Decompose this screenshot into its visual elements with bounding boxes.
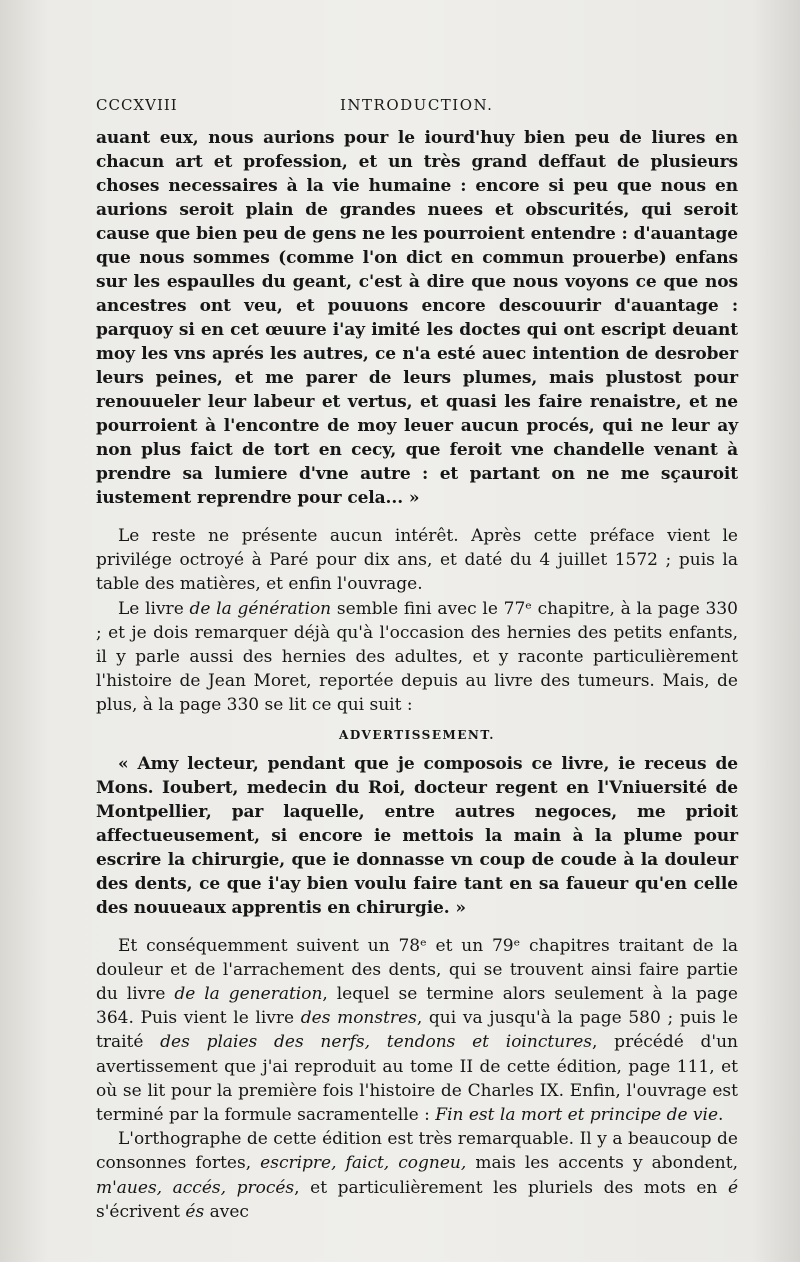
running-title: INTRODUCTION. [340, 96, 494, 114]
text-run: , et particulièrement les pluriels des mots en [294, 1177, 728, 1198]
page-body [96, 126, 738, 1224]
italic-words: m'aues, accés, procés [96, 1177, 295, 1198]
text-run: semble fini avec le 77ᵉ chapitre, à la page 330 ; et je dois remarquer déjà qu'à l'occasion des hernies des petits enfants, il y parle aussi des hernies des adultes, et y raconte particulièrement l'histoire de Jean Moret, reportée depuis au livre des tumeurs. Mais, de plus, à la page 330 se lit ce qui suit : [96, 598, 738, 716]
italic-words: escripre, faict, cogneu, [260, 1153, 467, 1174]
text-run: , qui va jusqu'à la page 580 ; puis le traité [96, 1008, 739, 1053]
text-run: , lequel se termine alors seulement à la page 364. Puis vient le livre [96, 984, 738, 1029]
italic-title: des monstres [300, 1008, 417, 1029]
quoted-preface-paragraph: auant eux, nous aurions pour le iourd'huy bien peu de liures en chacun art et profession, et un très grand deffaut de plusieurs choses necessaires à la vie humaine : encore si peu que nous en aurions seroit plain de grandes nuees et obscurités, qui seroit cause que bien peu de gens ne les pourroient entendre : d'auantage que nous sommes (comme l'on dict en commun prouerbe) enfans sur les espaulles du geant, c'est à dire que nous voyons ce que nos ancestres ont veu, et pouuons encore descouurir d'auantage : parquoy si en cet œuure i'ay imité les doctes qui ont escript deuant moy les vns aprés les autres, ce n'a esté auec intention de desrober leurs peines, et me parer de leurs plumes, mais plustost pour renouueler leur labeur et vertus, et quasi les faire renaistre, et ne pourroient à l'encontre de moy leuer aucun procés, qui ne leur ay non plus faict de tort en cecy, que feroit vne chandelle venant à prendre sa lumiere d'vne autre : et partant on ne me sçauroit iustement reprendre pour cela... » [96, 128, 738, 508]
body-paragraph [96, 934, 738, 1128]
body-paragraph [96, 1127, 738, 1224]
page-header [96, 96, 696, 120]
text-run: mais les accents y abondent, [466, 1153, 738, 1174]
text-run: , précédé d'un avertissement que j'ai reproduit au tome II de cette édition, page 111, et où se lit pour la première fois l'histoire de Charles IX. Enfin, l'ouvrage est terminé par la formule sacramentelle : [96, 1032, 738, 1126]
body-paragraph [96, 597, 738, 718]
italic-title: Fin est la mort et principe de vie [435, 1105, 719, 1126]
italic-title: de la generation [174, 984, 323, 1005]
text-run: s'écrivent [96, 1201, 186, 1222]
text-run: . [718, 1105, 724, 1126]
quoted-advertisement: « Amy lecteur, pendant que je composois ce livre, ie receus de Mons. Ioubert, medecin du Roi, docteur regent en l'Vniuersité de Montpellier, par laquelle, entre autres negoces, me prioit affectueusement, si encore ie mettois la main à la plume pour escrire la chirurgie, que ie donnasse vn coup de coude à la douleur des dents, ce que i'ay bien voulu faire tant en sa faueur qu'en celle des nouueaux apprentis en chirurgie. » [96, 753, 738, 918]
body-paragraph: Le reste ne présente aucun intérêt. Après cette préface vient le privilége octroyé à Paré pour dix ans, et daté du 4 juillet 1572 ; puis la table des matières, et enfin l'ouvrage. [96, 526, 738, 595]
italic-words: é [727, 1177, 738, 1198]
italic-title: de la génération [189, 598, 332, 619]
italic-words: és [185, 1201, 205, 1222]
page-number: CCCXVIII [96, 96, 178, 114]
text-run: Et conséquemment suivent un 78ᵉ et un 79ᵉ chapitres traitant de la douleur et de l'arrachement des dents, qui se trouvent ainsi faire partie du livre [96, 935, 738, 1005]
italic-title: des plaies des nerfs, tendons et ioinctures [160, 1032, 593, 1053]
section-heading: ADVERTISSEMENT. [339, 727, 495, 742]
text-run: L'orthographe de cette édition est très remarquable. Il y a beaucoup de consonnes fortes, [96, 1129, 738, 1174]
text-run: avec [204, 1201, 249, 1222]
text-run: Le livre [118, 598, 190, 619]
